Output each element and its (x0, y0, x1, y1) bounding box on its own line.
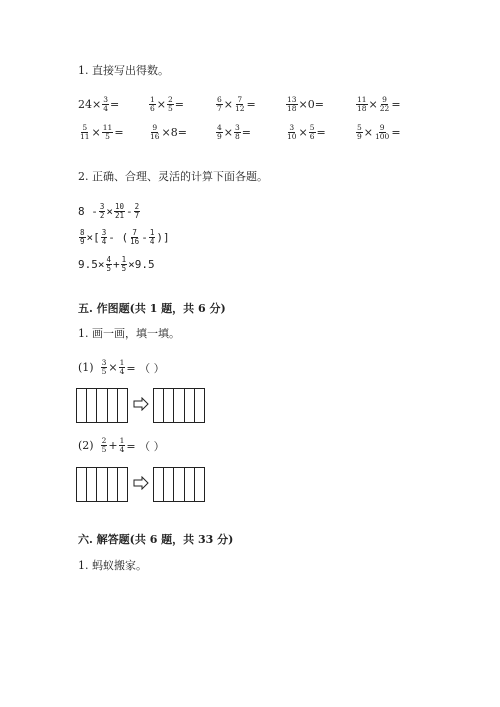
fraction: $\frac{10}{21}$ (115, 202, 125, 220)
row-2-exercise: $\frac{5}{11}$ × $\frac{11}{5}$ = (80, 123, 124, 141)
fraction: $\frac{9}{16}$ (150, 123, 160, 141)
drawing-item-2-label: (2) $\frac{2}{5}$ + $\frac{1}{4}$ = （ ） (78, 436, 165, 454)
calc-expression-3 (78, 256, 155, 273)
row-2-exercise: $\frac{4}{9}$ × $\frac{3}{8}$ = (217, 123, 251, 141)
fraction: $\frac{3}{2}$ (99, 202, 105, 220)
row-1-exercise: $\frac{13}{18}$ ×0= (287, 95, 324, 113)
drawing-item-1-label: (1) $\frac{3}{5}$ × $\frac{1}{4}$ = （ ） (78, 358, 165, 376)
arrow-right-icon (133, 397, 149, 411)
row-1-exercise: $\frac{1}{6}$ × $\frac{2}{5}$ = (150, 95, 184, 113)
fraction: $\frac{9}{100}$ (375, 123, 390, 141)
row-1-exercise: $\frac{11}{18}$ × $\frac{9}{22}$ = (357, 95, 401, 113)
fraction: $\frac{2}{5}$ (168, 95, 173, 113)
question-1-title: 1. 直接写出得数。 (78, 64, 169, 77)
fraction: $\frac{2}{7}$ (134, 202, 140, 220)
row-2-exercise: $\frac{9}{16}$ ×8= (150, 123, 187, 141)
text: - ( (108, 231, 129, 244)
fraction: $\frac{4}{9}$ (217, 123, 222, 141)
text: × (106, 205, 114, 218)
fraction: $\frac{1}{4}$ (149, 228, 155, 246)
calc-expression-1 (78, 203, 141, 220)
fraction: $\frac{3}{4}$ (103, 95, 108, 113)
fraction: $\frac{13}{18}$ (287, 95, 297, 113)
fraction-grid-left-1 (76, 388, 128, 423)
fraction-grid-right-1 (153, 388, 205, 423)
fraction-grid-right-2 (153, 467, 205, 502)
fraction: $\frac{3}{4}$ (101, 228, 107, 246)
fraction: $\frac{8}{9}$ (80, 228, 85, 246)
arrow-right-icon (133, 476, 149, 490)
fraction: $\frac{7}{12}$ (235, 95, 245, 113)
row-2-exercise: $\frac{3}{10}$ × $\frac{5}{6}$ = (287, 123, 326, 141)
text: ×[ (86, 231, 100, 244)
text: 9.5× (78, 258, 105, 271)
fraction: $\frac{2}{5}$ (101, 436, 107, 454)
section-6-title: 六. 解答题(共 6 题，共 33 分) (78, 533, 234, 546)
fraction: $\frac{1}{6}$ (150, 95, 155, 113)
fraction: $\frac{5}{11}$ (80, 123, 90, 141)
fraction: $\frac{4}{5}$ (106, 255, 112, 273)
row-1-exercise: $\frac{6}{7}$ × $\frac{7}{12}$ = (217, 95, 256, 113)
fraction: $\frac{5}{6}$ (309, 123, 315, 141)
text: - (126, 205, 133, 218)
fraction: $\frac{5}{9}$ (357, 123, 362, 141)
fraction: $\frac{11}{18}$ (357, 95, 367, 113)
row-1-exercise: 24× $\frac{3}{4}$ = (78, 95, 120, 113)
fraction: $\frac{11}{5}$ (102, 123, 113, 141)
fraction: $\frac{3}{10}$ (287, 123, 297, 141)
row-2-exercise: $\frac{5}{9}$ × $\frac{9}{100}$ = (357, 123, 401, 141)
text: ×9.5 (128, 258, 155, 271)
fraction: $\frac{6}{7}$ (217, 95, 222, 113)
section-6-question-1: 1. 蚂蚁搬家。 (78, 559, 147, 572)
fraction-grid-left-2 (76, 467, 128, 502)
fraction: $\frac{3}{8}$ (235, 123, 240, 141)
fraction: $\frac{3}{5}$ (101, 358, 107, 376)
question-2-title: 2. 正确、合理、灵活的计算下面各题。 (78, 170, 268, 183)
fraction: $\frac{1}{4}$ (119, 436, 125, 454)
text: + (113, 258, 120, 271)
calc-expression-2 (78, 229, 170, 246)
section-5-title: 五. 作图题(共 1 题，共 6 分) (78, 302, 226, 315)
text: - (141, 231, 148, 244)
text: )] (156, 231, 170, 244)
fraction: $\frac{9}{22}$ (379, 95, 390, 113)
text: 8 - (78, 205, 98, 218)
fraction: $\frac{7}{16}$ (130, 228, 140, 246)
fraction: $\frac{1}{4}$ (119, 358, 125, 376)
fraction: $\frac{1}{5}$ (121, 255, 127, 273)
section-5-question-1: 1. 画一画，填一填。 (78, 327, 180, 340)
